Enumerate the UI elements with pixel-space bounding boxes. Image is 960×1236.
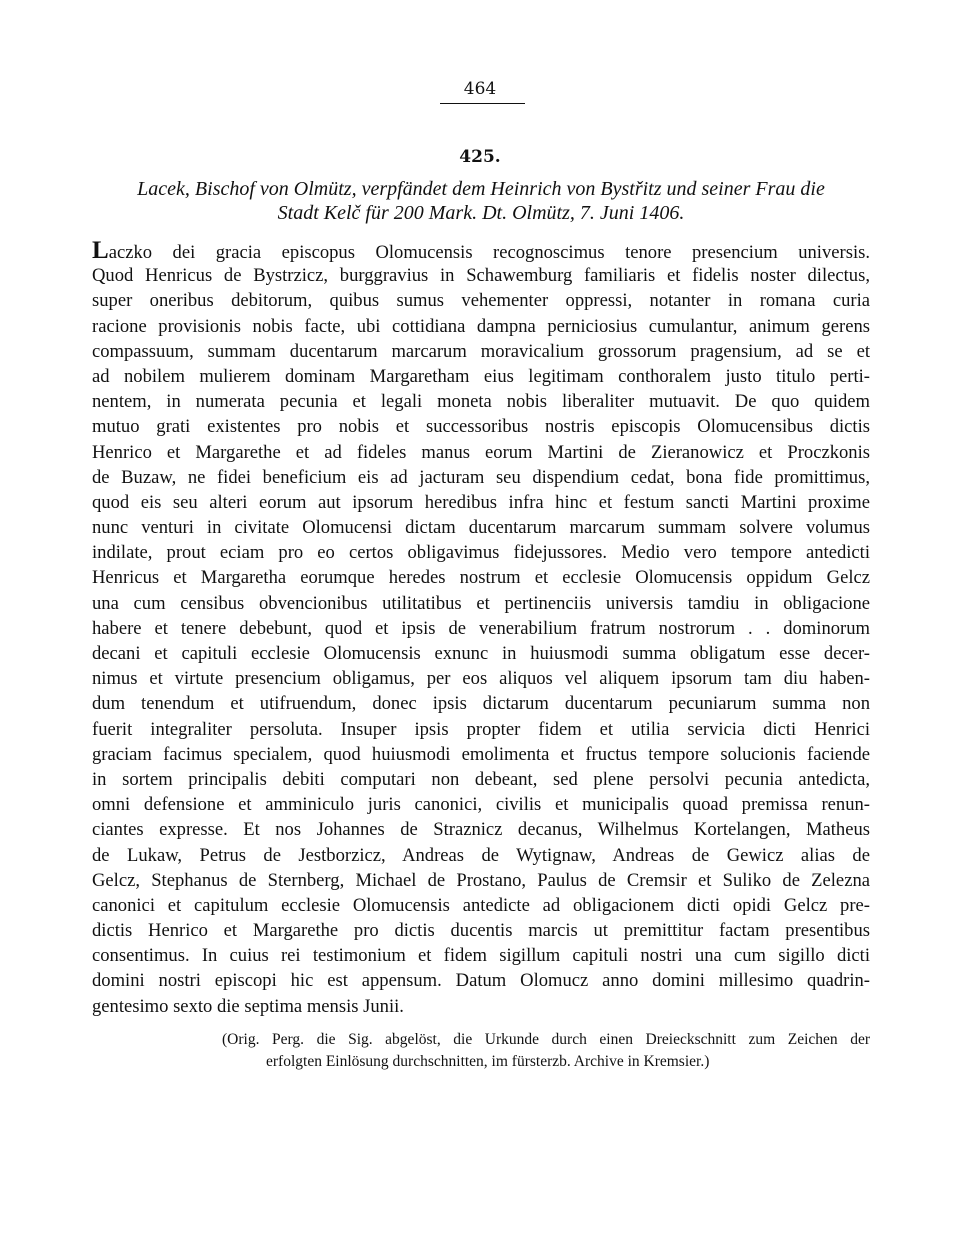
body-line: Gelcz, Stephanus de Sternberg, Michael de Prostano, Paulus de Cremsir et Suliko de Zelezna <box>92 869 870 891</box>
document-body <box>92 238 870 1019</box>
body-line: ciantes expresse. Et nos Johannes de Straznicz decanus, Wilhelmus Kortelangen, Matheus <box>92 819 870 841</box>
initial-letter: L <box>92 237 109 264</box>
body-line: mutuo grati existentes pro nobis et successoribus nostris episcopis Olomucensibus dictis <box>92 416 870 438</box>
archival-note <box>92 1029 870 1073</box>
body-line: in sortem principalis debiti computari non debeant, sed plene persolvi pecunia antedicta, <box>92 768 870 790</box>
body-line: nentem, in numerata pecunia et legali moneta nobis liberaliter mutuavit. De quo quidem <box>92 391 870 413</box>
body-line: compassuum, summam ducentarum marcarum moravicalium grossorum pragensium, ad se et <box>92 340 870 362</box>
heading-line: Lacek, Bischof von Olmütz, verpfändet dem Heinrich von Bystřitz und seiner Frau die <box>137 178 825 200</box>
body-line: Henrico et Margarethe et ad fideles manus eorum Martini de Zieranowicz et Proczkonis <box>92 441 870 463</box>
body-line: de Buzaw, ne fidei beneficium eis ad jacturam seu dispendium cedat, bona fide promittimus, <box>92 466 870 488</box>
body-line: graciam facimus specialem, quod huiusmodi emolimenta et fructus tempore solucionis faciende <box>92 743 870 765</box>
body-line: decani et capituli ecclesie Olomucensis exnunc in huiusmodi summa obligatum esse decer- <box>92 643 870 664</box>
heading-line: Stadt Kelč für 200 Mark. Dt. Olmütz, 7. Juni 1406. <box>277 202 685 224</box>
body-line: indilate, prout eciam pro eo certos obligavimus fidejussores. Medio vero tempore antedicti <box>92 542 870 564</box>
body-line: fuerit integraliter persoluta. Insuper ipsis propter fidem et utilia servicia dicti Henrici <box>92 718 870 740</box>
body-line: una cum censibus obvencionibus utilitatibus et pertinenciis universis tamdiu in obligacione <box>92 592 870 614</box>
body-line: nunc venturi in civitate Olomucensi dictam ducentarum marcarum summam solvere volumus <box>92 517 870 539</box>
archival-note-line: (Orig. Perg. die Sig. abgelöst, die Urkunde durch einen Dreieckschnitt zum Zeichen der <box>222 1031 870 1048</box>
body-line: habere et tenere debebunt, quod et ipsis de venerabilium fratrum nostrorum . . dominorum <box>92 617 870 639</box>
body-line: gentesimo sexto die septima mensis Junii. <box>92 995 404 1017</box>
body-line: ad nobilem mulierem dominam Margaretham eius legitimam conthoralem justo titulo perti- <box>92 365 870 387</box>
page-number-rule <box>440 103 525 104</box>
archival-note-line: erfolgten Einlösung durchschnitten, im fürsterzb. Archive in Kremsier.) <box>266 1053 710 1070</box>
document-heading <box>92 177 870 225</box>
body-line: consentimus. In cuius rei testimonium et fidem sigillum capituli nostri una cum sigillo dicti <box>92 945 870 967</box>
body-line-text: aczko dei gracia episcopus Olomucensis recognoscimus tenore presencium universis. <box>108 242 870 263</box>
body-line: omni defensione et amminiculo juris canonici, civilis et municipalis quoad premissa renun- <box>92 794 870 816</box>
body-line: quod eis seu alteri eorum aut ipsorum heredibus infra hinc et festum sancti Martini proxime <box>92 491 870 513</box>
body-line: Henricus et Margaretha eorumque heredes nostrum et ecclesie Olomucensis oppidum Gelcz <box>92 567 870 589</box>
body-line: domini nostri episcopi hic est appensum. Datum Olomucz anno domini millesimo quadrin- <box>92 970 870 992</box>
body-line: racione provisionis nobis facte, ubi cottidiana dampna perniciosius cumulantur, animum gerens <box>92 315 870 337</box>
body-line: dum tenendum et utifruendum, donec ipsis dictarum ducentarum pecuniarum summa non <box>92 693 870 715</box>
body-line <box>92 238 870 263</box>
body-line: dictis Henrico et Margarethe pro dictis ducentis marcis ut premittitur factam presentibus <box>92 920 870 942</box>
body-line: canonici et capitulum ecclesie Olomucensis antedicte ad obligacionem dicti opidi Gelcz pre- <box>92 894 870 916</box>
body-line: Quod Henricus de Bystrzicz, burggravius in Schawemburg familiaris et fidelis noster dilectus, <box>92 265 870 287</box>
page-number: 464 <box>463 79 497 99</box>
body-line: super oneribus debitorum, quibus sumus vehementer oppressi, notanter in romana curia <box>92 290 870 312</box>
body-line: de Lukaw, Petrus de Jestborzicz, Andreas de Wytignaw, Andreas de Gewicz alias de <box>92 844 870 866</box>
body-line: nimus et virtute presencium obligamus, per eos aliquos vel aliquem ipsorum tam diu haben- <box>92 668 870 690</box>
document-number: 425. <box>459 147 501 167</box>
